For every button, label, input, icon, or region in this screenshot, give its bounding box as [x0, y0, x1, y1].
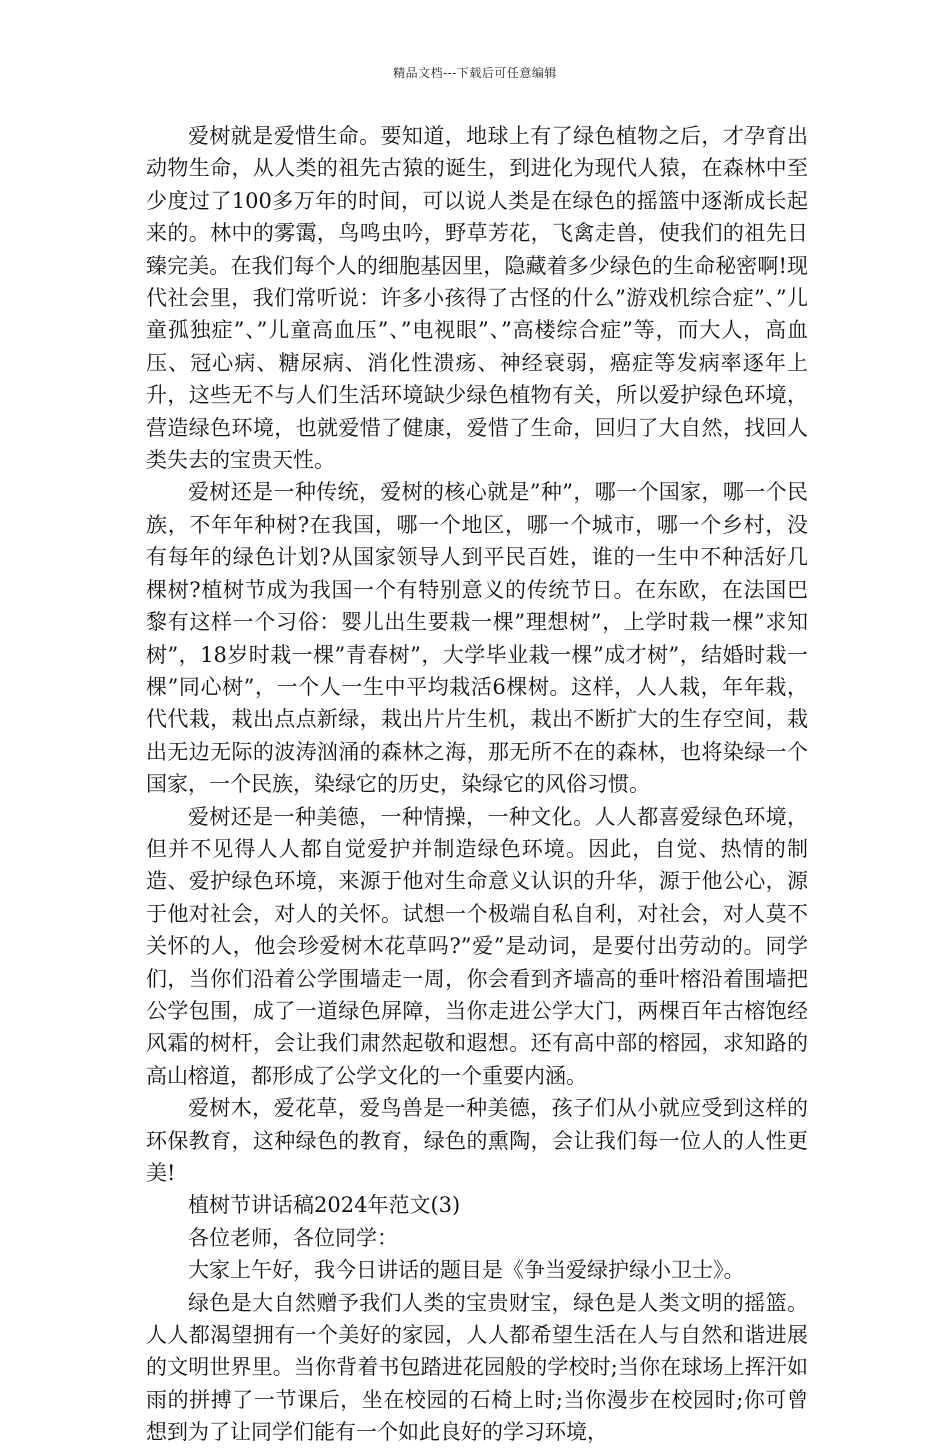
page-header: 精品文档---下载后可任意编辑	[393, 66, 557, 80]
paragraph-love-trees-virtue: 爱树还是一种美德，一种情操，一种文化。人人都喜爱绿色环境，但并不见得人人都自觉爱护并制造绿色环境。因此，自觉、热情的制造、爱护绿色环境，来源于他对生命意义认识的升华，源于他公心，源于他对社会，对人的关怀。试想一个极端自私自利，对社会，对人莫不关怀的人，他会珍爱树木花草吗?”爱”是动词，是要付出劳动的。同学们，当你们沿着公学围墙走一周，你会看到齐墙高的垂叶榕沿着围墙把公学包围，成了一道绿色屏障，当你走进公学大门，两棵百年古榕饱经风霜的树杆，会让我们肃然起敬和遐想。还有高中部的榕园，求知路的高山榕道，都形成了公学文化的一个重要内涵。	[146, 804, 808, 1088]
speech-topic: 大家上午好，我今日讲话的题目是《争当爱绿护绿小卫士》。	[188, 1258, 745, 1283]
paragraph-environmental-education: 爱树木，爱花草，爱鸟兽是一种美德，孩子们从小就应受到这样的环保教育，这种绿色的教育，绿色的熏陶，会让我们每一位人的人性更美!	[146, 1096, 808, 1185]
paragraph-love-trees-tradition: 爱树还是一种传统，爱树的核心就是”种”，哪一个国家，哪一个民族，不年年种树?在我国，哪一个地区，哪一个城市，哪一个乡村，没有每年的绿色计划?从国家领导人到平民百姓，谁的一生中不种活好几棵树?植树节成为我国一个有特别意义的传统节日。在东欧，在法国巴黎有这样一个习俗：婴儿出生要栽一棵”理想树”，上学时栽一棵”求知树”，18岁时栽一棵”青春树”，大学毕业栽一棵”成才树”，结婚时栽一棵”同心树”，一个人一生中平均栽活6棵树。这样，人人栽，年年栽，代代栽，栽出点点新绿，栽出片片生机，栽出不断扩大的生存空间，栽出无边无际的波涛汹涌的森林之海，那无所不在的森林，也将染绿一个国家，一个民族，染绿它的历史，染绿它的风俗习惯。	[146, 480, 808, 797]
paragraph-green-treasure: 绿色是大自然赠予我们人类的宝贵财宝，绿色是人类文明的摇篮。人人都渴望拥有一个美好的家园，人人都希望生活在人与自然和谐进展的文明世界里。当你背着书包踏进花园般的学校时;当你在球场上挥汗如雨的拼搏了一节课后，坐在校园的石椅上时;当你漫步在校园时;你可曾想到为了让同学们能有一个如此良好的学习环境，	[146, 1290, 808, 1445]
section-title: 植树节讲话稿2024年范文(3)	[188, 1193, 461, 1218]
document-body	[146, 120, 808, 1449]
paragraph-love-trees-life: 爱树就是爱惜生命。要知道，地球上有了绿色植物之后，才孕育出动物生命，从人类的祖先古猿的诞生，到进化为现代人猿，在森林中至少度过了100多万年的时间，可以说人类是在绿色的摇篮中逐渐成长起来的。林中的雾霭，鸟鸣虫吟，野草芳花，飞禽走兽，使我们的祖先日臻完美。在我们每个人的细胞基因里，隐藏着多少绿色的生命秘密啊!现代社会里，我们常听说：许多小孩得了古怪的什么”游戏机综合症”、”儿童孤独症”、”儿童高血压”、”电视眼”、”高楼综合症”等，而大人，高血压、冠心病、糖尿病、消化性溃疡、神经衰弱，癌症等发病率逐年上升，这些无不与人们生活环境缺少绿色植物有关，所以爱护绿色环境，营造绿色环境，也就爱惜了健康，爱惜了生命，回归了大自然，找回人类失去的宝贵天性。	[146, 124, 808, 473]
salutation: 各位老师，各位同学：	[188, 1225, 398, 1250]
